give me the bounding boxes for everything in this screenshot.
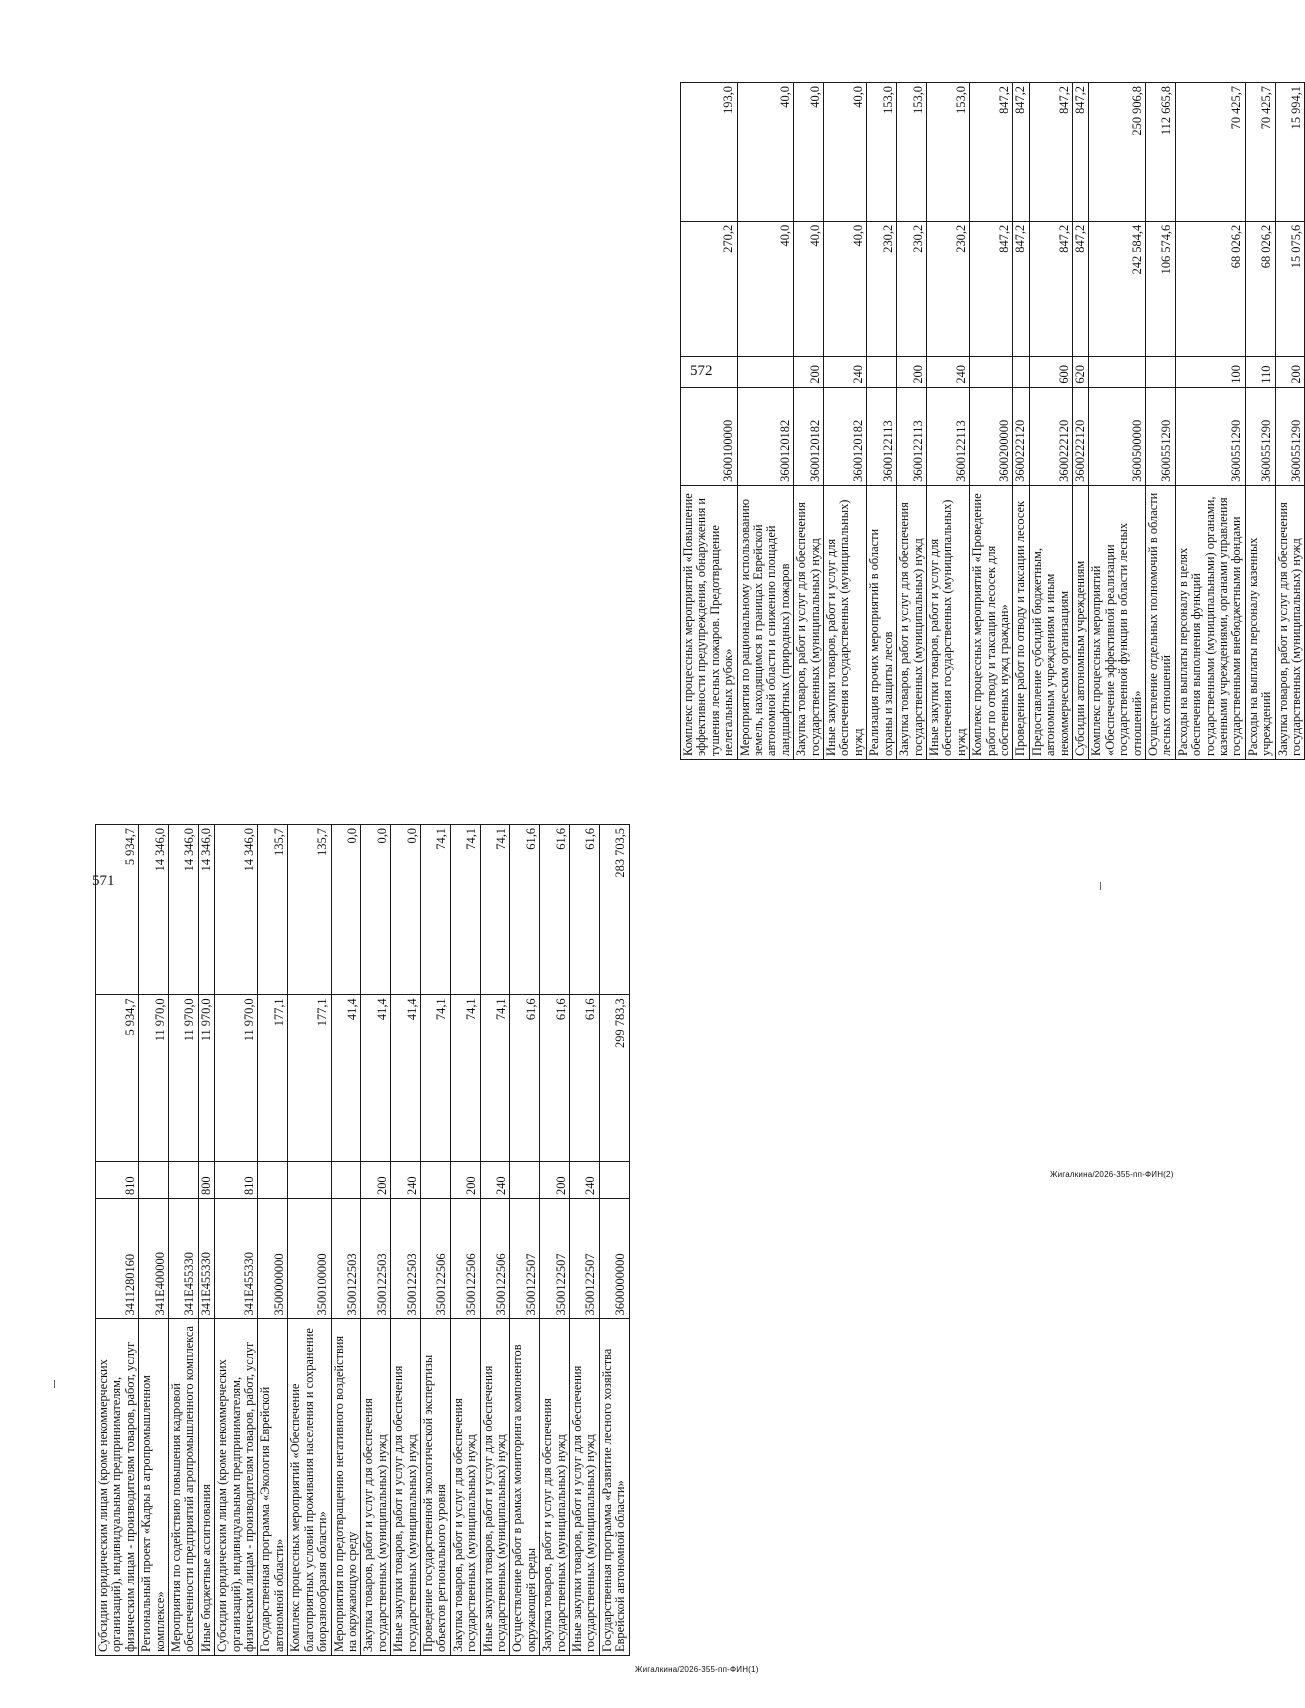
row-vr-cell: 100 (1175, 357, 1245, 387)
row-value-2026-cell: 70 425,7 (1245, 83, 1275, 222)
table-row (288, 825, 331, 1656)
row-name-cell: Субсидии юридическим лицам (кроме некоммерческих организаций), индивидуальным предпринимателям, физическим лицам - производителям товаров, работ, услуг (215, 1319, 258, 1656)
scan-mark (54, 1380, 55, 1388)
budget-table-572 (680, 82, 1304, 760)
row-vr-cell: 800 (198, 1161, 214, 1198)
row-code-cell: 3500122503 (391, 1198, 421, 1318)
row-value-2026-cell: 193,0 (681, 83, 738, 222)
table-row (169, 825, 199, 1656)
table-row (450, 825, 480, 1656)
row-vr-cell: 620 (1072, 357, 1088, 387)
row-value-2026-cell: 135,7 (288, 825, 331, 995)
row-value-2026-cell: 847,2 (1029, 83, 1072, 222)
row-name-cell: Субсидии юридическим лицам (кроме некоммерческих организаций), индивидуальным предпринимателям, физическим лицам - производителям товаров, работ, услуг (96, 1319, 139, 1656)
row-vr-cell (258, 1161, 288, 1198)
page-number-572: 572 (690, 363, 713, 379)
row-code-cell: 3600500000 (1089, 387, 1146, 485)
row-vr-cell: 810 (96, 1161, 139, 1198)
table-row (258, 825, 288, 1656)
table-row (361, 825, 391, 1656)
row-code-cell: 3600122113 (897, 387, 927, 485)
row-name-cell: Комплекс процессных мероприятий «Обеспечение эффективной реализации государственной функции в области лесных отношений» (1089, 485, 1146, 759)
row-code-cell: 3600122113 (926, 387, 969, 485)
row-value-2025-cell: 847,2 (1013, 221, 1029, 356)
table-row (1013, 83, 1029, 760)
row-name-cell: Расходы на выплаты персоналу казенных учреждений (1245, 485, 1275, 759)
row-value-2026-cell: 61,6 (540, 825, 570, 995)
row-value-2025-cell: 41,4 (391, 995, 421, 1161)
row-value-2026-cell: 0,0 (391, 825, 421, 995)
table-row (139, 825, 169, 1656)
row-value-2025-cell: 106 574,6 (1146, 221, 1176, 356)
row-vr-cell: 200 (540, 1161, 570, 1198)
table-row (970, 83, 1013, 760)
table-row (1072, 83, 1088, 760)
row-value-2025-cell: 61,6 (510, 995, 540, 1161)
table-row (1175, 83, 1245, 760)
row-value-2025-cell: 40,0 (824, 221, 867, 356)
row-code-cell: 3411280160 (96, 1198, 139, 1318)
table-row (540, 825, 570, 1656)
row-code-cell: 3600200000 (970, 387, 1013, 485)
row-value-2026-cell: 74,1 (450, 825, 480, 995)
row-code-cell: 3600551290 (1245, 387, 1275, 485)
row-value-2026-cell: 0,0 (331, 825, 361, 995)
row-code-cell: 3600222120 (1072, 387, 1088, 485)
row-vr-cell (1013, 357, 1029, 387)
row-value-2026-cell: 153,0 (897, 83, 927, 222)
table-row (391, 825, 421, 1656)
row-value-2026-cell: 153,0 (867, 83, 897, 222)
row-vr-cell (420, 1161, 450, 1198)
row-value-2025-cell: 847,2 (1072, 221, 1088, 356)
row-code-cell: 3600000000 (599, 1198, 629, 1318)
row-name-cell: Закупка товаров, работ и услуг для обеспечения государственных (муниципальных) нужд (1275, 485, 1305, 759)
table-row (420, 825, 450, 1656)
row-value-2026-cell: 15 994,1 (1275, 83, 1305, 222)
row-name-cell: Мероприятия по содействию повышения кадровой обеспеченности предприятий агропромышленного комплекса (169, 1319, 199, 1656)
row-code-cell: 3600222120 (1029, 387, 1072, 485)
row-value-2025-cell: 68 026,2 (1245, 221, 1275, 356)
row-value-2026-cell: 40,0 (824, 83, 867, 222)
row-value-2025-cell: 177,1 (288, 995, 331, 1161)
row-vr-cell (288, 1161, 331, 1198)
row-value-2025-cell: 11 970,0 (198, 995, 214, 1161)
table-row (215, 825, 258, 1656)
row-value-2026-cell: 847,2 (970, 83, 1013, 222)
row-code-cell: 3600551290 (1146, 387, 1176, 485)
row-vr-cell (867, 357, 897, 387)
row-value-2025-cell: 68 026,2 (1175, 221, 1245, 356)
row-code-cell: 3600120182 (794, 387, 824, 485)
row-value-2026-cell: 250 906,8 (1089, 83, 1146, 222)
table-row (867, 83, 897, 760)
row-value-2026-cell: 14 346,0 (139, 825, 169, 995)
row-value-2025-cell: 15 075,6 (1275, 221, 1305, 356)
row-vr-cell (331, 1161, 361, 1198)
row-name-cell: Субсидии автономным учреждениям (1072, 485, 1088, 759)
row-name-cell: Иные закупки товаров, работ и услуг для обеспечения государственных (муниципальных) нужд (824, 485, 867, 759)
row-vr-cell: 200 (1275, 357, 1305, 387)
row-value-2025-cell: 40,0 (794, 221, 824, 356)
row-name-cell: Реализация прочих мероприятий в области охраны и защиты лесов (867, 485, 897, 759)
row-name-cell: Закупка товаров, работ и услуг для обеспечения государственных (муниципальных) нужд (450, 1319, 480, 1656)
row-value-2026-cell: 847,2 (1072, 83, 1088, 222)
row-name-cell: Иные закупки товаров, работ и услуг для обеспечения государственных (муниципальных) нужд (480, 1319, 510, 1656)
row-name-cell: Комплекс процессных мероприятий «Повышение эффективности предупреждения, обнаружения и тушения лесных пожаров. Предотвращение нелегальных рубок» (681, 485, 738, 759)
row-code-cell: 3500000000 (258, 1198, 288, 1318)
row-code-cell: 3500122506 (480, 1198, 510, 1318)
row-name-cell: Иные закупки товаров, работ и услуг для обеспечения государственных (муниципальных) нужд (570, 1319, 600, 1656)
table-row (96, 825, 139, 1656)
row-vr-cell (510, 1161, 540, 1198)
row-value-2026-cell: 5 934,7 (96, 825, 139, 995)
row-name-cell: Осуществление отдельных полномочий в области лесных отношений (1146, 485, 1176, 759)
row-vr-cell (139, 1161, 169, 1198)
row-value-2026-cell: 847,2 (1013, 83, 1029, 222)
row-name-cell: Закупка товаров, работ и услуг для обеспечения государственных (муниципальных) нужд (897, 485, 927, 759)
table-row (737, 83, 794, 760)
row-value-2026-cell: 0,0 (361, 825, 391, 995)
row-code-cell: 3600551290 (1175, 387, 1245, 485)
row-value-2025-cell: 11 970,0 (215, 995, 258, 1161)
row-value-2026-cell: 14 346,0 (215, 825, 258, 995)
table-row (1146, 83, 1176, 760)
row-value-2025-cell: 74,1 (480, 995, 510, 1161)
row-name-cell: Осуществление работ в рамках мониторинга компонентов окружающей среды (510, 1319, 540, 1656)
row-name-cell: Комплекс процессных мероприятий «Проведение работ по отводу и таксации лесосек для собственных нужд граждан» (970, 485, 1013, 759)
row-value-2026-cell: 283 703,5 (599, 825, 629, 995)
row-code-cell: 3500122503 (361, 1198, 391, 1318)
row-value-2026-cell: 74,1 (420, 825, 450, 995)
row-vr-cell (737, 357, 794, 387)
row-code-cell: 3500122506 (420, 1198, 450, 1318)
row-code-cell: 3600551290 (1275, 387, 1305, 485)
table-row (681, 83, 738, 760)
table-row (824, 83, 867, 760)
row-value-2025-cell: 230,2 (897, 221, 927, 356)
row-name-cell: Проведение государственной экологической экспертизы объектов регионального уровня (420, 1319, 450, 1656)
table-row (570, 825, 600, 1656)
row-value-2025-cell: 74,1 (420, 995, 450, 1161)
row-value-2026-cell: 61,6 (510, 825, 540, 995)
row-code-cell: 3600100000 (681, 387, 738, 485)
row-value-2026-cell: 14 346,0 (198, 825, 214, 995)
row-vr-cell: 240 (926, 357, 969, 387)
row-value-2025-cell: 40,0 (737, 221, 794, 356)
row-name-cell: Закупка товаров, работ и услуг для обеспечения государственных (муниципальных) нужд (794, 485, 824, 759)
row-name-cell: Иные бюджетные ассигнования (198, 1319, 214, 1656)
row-name-cell: Региональный проект «Кадры в агропромышленном комплексе» (139, 1319, 169, 1656)
row-value-2025-cell: 11 970,0 (169, 995, 199, 1161)
row-value-2025-cell: 230,2 (926, 221, 969, 356)
page-number-571: 571 (92, 873, 115, 889)
row-value-2026-cell: 74,1 (480, 825, 510, 995)
row-value-2025-cell: 177,1 (258, 995, 288, 1161)
row-name-cell: Предоставление субсидий бюджетным, автономным учреждениям и иным некоммерческим организациям (1029, 485, 1072, 759)
row-value-2025-cell: 270,2 (681, 221, 738, 356)
row-value-2025-cell: 242 584,4 (1089, 221, 1146, 356)
row-vr-cell (599, 1161, 629, 1198)
row-vr-cell: 810 (215, 1161, 258, 1198)
row-code-cell: 3500122507 (540, 1198, 570, 1318)
row-code-cell: 3600120182 (737, 387, 794, 485)
row-vr-cell (169, 1161, 199, 1198)
row-value-2026-cell: 153,0 (926, 83, 969, 222)
row-name-cell: Мероприятия по рациональному использованию земель, находящимся в границах Еврейской автономной области и снижению площадей ландшафтных (природных) пожаров (737, 485, 794, 759)
row-vr-cell: 110 (1245, 357, 1275, 387)
scan-mark (1100, 882, 1101, 890)
table-row (1245, 83, 1275, 760)
row-code-cell: 3600122113 (867, 387, 897, 485)
row-name-cell: Мероприятия по предотвращению негативного воздействия на окружающую среду (331, 1319, 361, 1656)
row-value-2026-cell: 40,0 (737, 83, 794, 222)
row-code-cell: 3600120182 (824, 387, 867, 485)
row-code-cell: 3500122507 (510, 1198, 540, 1318)
table-row (198, 825, 214, 1656)
row-vr-cell: 240 (391, 1161, 421, 1198)
row-vr-cell (1146, 357, 1176, 387)
row-value-2026-cell: 135,7 (258, 825, 288, 995)
row-value-2025-cell: 299 783,3 (599, 995, 629, 1161)
row-value-2025-cell: 230,2 (867, 221, 897, 356)
row-vr-cell: 240 (480, 1161, 510, 1198)
table-row (897, 83, 927, 760)
row-value-2025-cell: 74,1 (450, 995, 480, 1161)
page-footer-571: Жигалкина/2026-355-пп-ФИН(1) (635, 1665, 759, 1674)
row-name-cell: Иные закупки товаров, работ и услуг для обеспечения государственных (муниципальных) нужд (926, 485, 969, 759)
table-row (926, 83, 969, 760)
budget-table-571 (95, 824, 628, 1656)
row-code-cell: 341E455330 (198, 1198, 214, 1318)
row-value-2025-cell: 41,4 (331, 995, 361, 1161)
row-vr-cell: 240 (824, 357, 867, 387)
page-footer-572: Жигалкина/2026-355-пп-ФИН(2) (1050, 1170, 1174, 1179)
row-name-cell: Закупка товаров, работ и услуг для обеспечения государственных (муниципальных) нужд (540, 1319, 570, 1656)
row-vr-cell: 200 (897, 357, 927, 387)
table-row (1089, 83, 1146, 760)
row-vr-cell: 200 (361, 1161, 391, 1198)
table-row (794, 83, 824, 760)
table-row (331, 825, 361, 1656)
row-value-2025-cell: 5 934,7 (96, 995, 139, 1161)
row-name-cell: Государственная программа «Развитие лесного хозяйства Еврейской автономной области» (599, 1319, 629, 1656)
row-name-cell: Государственная программа «Экология Еврейской автономной области» (258, 1319, 288, 1656)
row-name-cell: Проведение работ по отводу и таксации лесосек (1013, 485, 1029, 759)
row-value-2026-cell: 70 425,7 (1175, 83, 1245, 222)
row-code-cell: 341E400000 (139, 1198, 169, 1318)
table-row (510, 825, 540, 1656)
row-value-2025-cell: 61,6 (540, 995, 570, 1161)
row-vr-cell (681, 357, 738, 387)
row-code-cell: 3500122503 (331, 1198, 361, 1318)
row-value-2026-cell: 61,6 (570, 825, 600, 995)
row-code-cell: 341E455330 (169, 1198, 199, 1318)
table-row (480, 825, 510, 1656)
row-vr-cell (1089, 357, 1146, 387)
row-code-cell: 3500122507 (570, 1198, 600, 1318)
row-value-2025-cell: 847,2 (1029, 221, 1072, 356)
row-value-2025-cell: 61,6 (570, 995, 600, 1161)
row-name-cell: Комплекс процессных мероприятий «Обеспечение благоприятных условий проживания населения и сохранение биоразнообразия области» (288, 1319, 331, 1656)
table-row (1275, 83, 1305, 760)
table-row (599, 825, 629, 1656)
row-vr-cell: 200 (794, 357, 824, 387)
row-code-cell: 3600222120 (1013, 387, 1029, 485)
row-name-cell: Иные закупки товаров, работ и услуг для обеспечения государственных (муниципальных) нужд (391, 1319, 421, 1656)
row-value-2026-cell: 112 665,8 (1146, 83, 1176, 222)
row-name-cell: Закупка товаров, работ и услуг для обеспечения государственных (муниципальных) нужд (361, 1319, 391, 1656)
row-code-cell: 3500122506 (450, 1198, 480, 1318)
row-vr-cell (970, 357, 1013, 387)
row-value-2025-cell: 847,2 (970, 221, 1013, 356)
row-value-2026-cell: 14 346,0 (169, 825, 199, 995)
row-vr-cell: 240 (570, 1161, 600, 1198)
table-row (1029, 83, 1072, 760)
row-code-cell: 3500100000 (288, 1198, 331, 1318)
row-name-cell: Расходы на выплаты персоналу в целях обеспечения выполнения функций государственными (муниципальными) органами, казенными учреждениями, органами управления государственными внебюджетными фондами (1175, 485, 1245, 759)
row-vr-cell: 600 (1029, 357, 1072, 387)
row-value-2025-cell: 11 970,0 (139, 995, 169, 1161)
row-value-2026-cell: 40,0 (794, 83, 824, 222)
row-code-cell: 341E455330 (215, 1198, 258, 1318)
row-value-2025-cell: 41,4 (361, 995, 391, 1161)
row-vr-cell: 200 (450, 1161, 480, 1198)
